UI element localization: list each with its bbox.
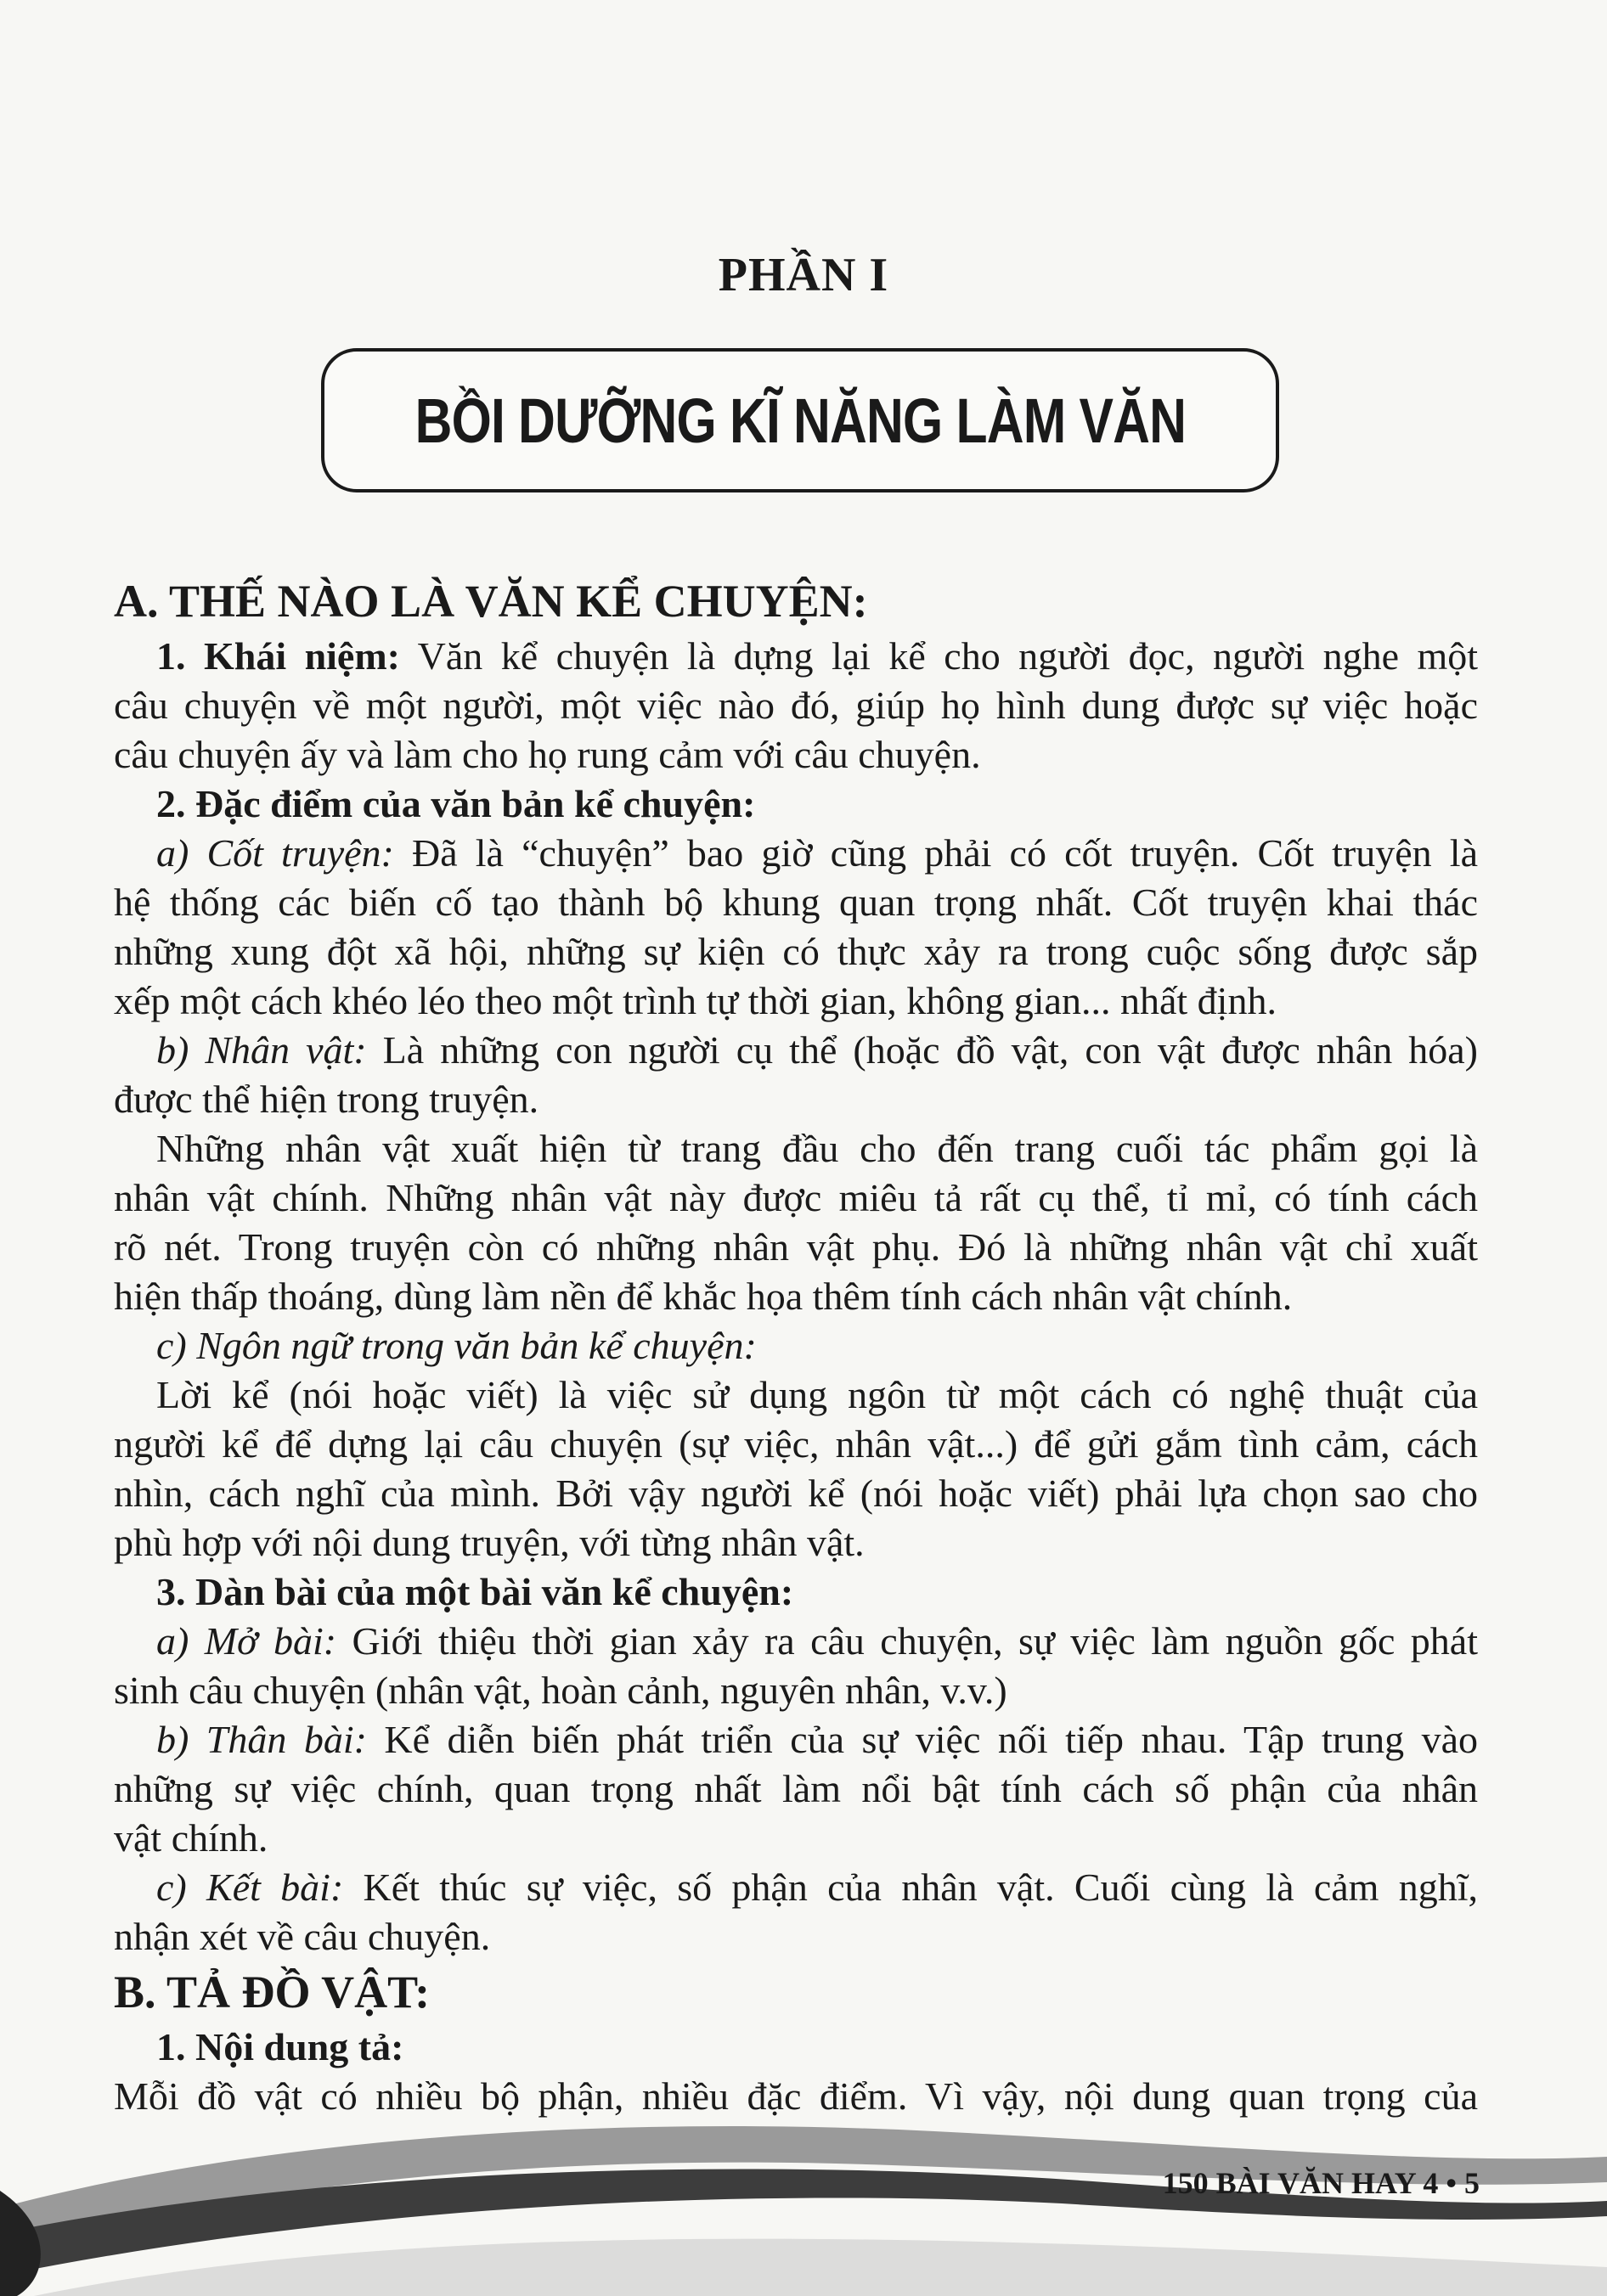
section-b-heading: B. TẢ ĐỒ VẬT: <box>114 1967 431 2017</box>
part-label: PHẦN I <box>718 249 889 301</box>
outline-heading: 3. Dàn bài của một bài văn kể chuyện: <box>156 1570 794 1613</box>
char-line-2: được thể hiện trong truyện. <box>114 1078 539 1121</box>
open-text: Giới thiệu thời gian xảy ra câu chuyện, sự việc làm nguồn gốc phát <box>336 1619 1478 1663</box>
open-label: a) Mở bài: <box>156 1619 337 1663</box>
footer-wave-decoration <box>0 2106 1607 2296</box>
open-line-1 <box>114 1617 1478 1666</box>
lang-line-2: người kể để dựng lại câu chuyện (sự việc, nhân vật...) để gửi gắm tình cảm, cách <box>114 1422 1478 1466</box>
title-box <box>321 348 1279 492</box>
char2-line-3: rõ nét. Trong truyện còn có những nhân vật phụ. Đó là những nhân vật chỉ xuất <box>114 1225 1478 1269</box>
body-label: b) Thân bài: <box>156 1718 367 1761</box>
page-title: BỒI DƯỠNG KĨ NĂNG LÀM VĂN <box>414 385 1186 456</box>
main-text <box>114 571 1478 2121</box>
plot-line-2: hệ thống các biến cố tạo thành bộ khung quan trọng nhất. Cốt truyện khai thác <box>114 881 1478 924</box>
plot-line-4: xếp một cách khéo léo theo một trình tự thời gian, không gian... nhất định. <box>114 979 1277 1022</box>
plot-line-1 <box>114 829 1478 878</box>
lang-label: c) Ngôn ngữ trong văn bản kể chuyện: <box>156 1324 757 1367</box>
end-label: c) Kết bài: <box>156 1866 344 1909</box>
plot-label: a) Cốt truyện: <box>156 831 394 875</box>
page-footer <box>1163 2165 1480 2201</box>
body-line-2: những sự việc chính, quan trọng nhất làm nổi bật tính cách số phận của nhân <box>114 1767 1478 1810</box>
lang-line-1: Lời kể (nói hoặc viết) là việc sử dụng ngôn từ một cách có nghệ thuật của <box>156 1373 1478 1416</box>
book-title: 150 BÀI VĂN HAY 4 <box>1162 2166 1439 2200</box>
char2-line-1: Những nhân vật xuất hiện từ trang đầu cho đến trang cuối tác phẩm gọi là <box>156 1127 1478 1170</box>
concept-line-2: câu chuyện về một người, một việc nào đó, giúp họ hình dung được sự việc hoặc <box>114 684 1478 727</box>
end-line-2: nhận xét về câu chuyện. <box>114 1915 491 1958</box>
lang-line-4: phù hợp với nội dung truyện, với từng nhân vật. <box>114 1521 865 1564</box>
body-text: Kể diễn biến phát triển của sự việc nối tiếp nhau. Tập trung vào <box>366 1718 1479 1761</box>
end-line-1 <box>114 1863 1478 1912</box>
lang-heading <box>114 1321 1478 1370</box>
body-line-1 <box>114 1715 1478 1764</box>
page-number: 5 <box>1464 2166 1480 2200</box>
plot-text: Đã là “chuyện” bao giờ cũng phải có cốt truyện. Cốt truyện là <box>393 831 1478 875</box>
end-text: Kết thúc sự việc, số phận của nhân vật. Cuối cùng là cảm nghĩ, <box>343 1866 1478 1909</box>
content-heading: 1. Nội dung tả: <box>156 2025 404 2068</box>
concept-line-3: câu chuyện ấy và làm cho họ rung cảm với câu chuyện. <box>114 733 981 776</box>
char2-line-4: hiện thấp thoáng, dùng làm nền để khắc họa thêm tính cách nhân vật chính. <box>114 1275 1293 1318</box>
concept-text: Văn kể chuyện là dựng lại kể cho người đọc, người nghe một <box>400 634 1479 678</box>
plot-line-3: những xung đột xã hội, những sự kiện có thực xảy ra trong cuộc sống được sắp <box>114 930 1478 973</box>
char2-line-2: nhân vật chính. Những nhân vật này được miêu tả rất cụ thể, tỉ mỉ, có tính cách <box>114 1176 1478 1219</box>
concept-label: 1. Khái niệm: <box>156 634 400 678</box>
concept-paragraph-line <box>114 632 1478 681</box>
content-line-1: Mỗi đồ vật có nhiều bộ phận, nhiều đặc điểm. Vì vậy, nội dung quan trọng của <box>114 2074 1478 2118</box>
body-line-3: vật chính. <box>114 1816 268 1860</box>
char-label: b) Nhân vật: <box>156 1028 367 1072</box>
open-line-2: sinh câu chuyện (nhân vật, hoàn cảnh, nguyên nhân, v.v.) <box>114 1669 1007 1712</box>
char-line-1 <box>114 1026 1478 1075</box>
features-heading: 2. Đặc điểm của văn bản kể chuyện: <box>156 782 756 825</box>
char-text: Là những con người cụ thể (hoặc đồ vật, con vật được nhân hóa) <box>366 1028 1479 1072</box>
lang-line-3: nhìn, cách nghĩ của mình. Bởi vậy người kể (nói hoặc viết) phải lựa chọn sao cho <box>114 1472 1478 1515</box>
footer-bullet: • <box>1438 2166 1464 2200</box>
section-a-heading: A. THẾ NÀO LÀ VĂN KỂ CHUYỆN: <box>114 576 868 627</box>
